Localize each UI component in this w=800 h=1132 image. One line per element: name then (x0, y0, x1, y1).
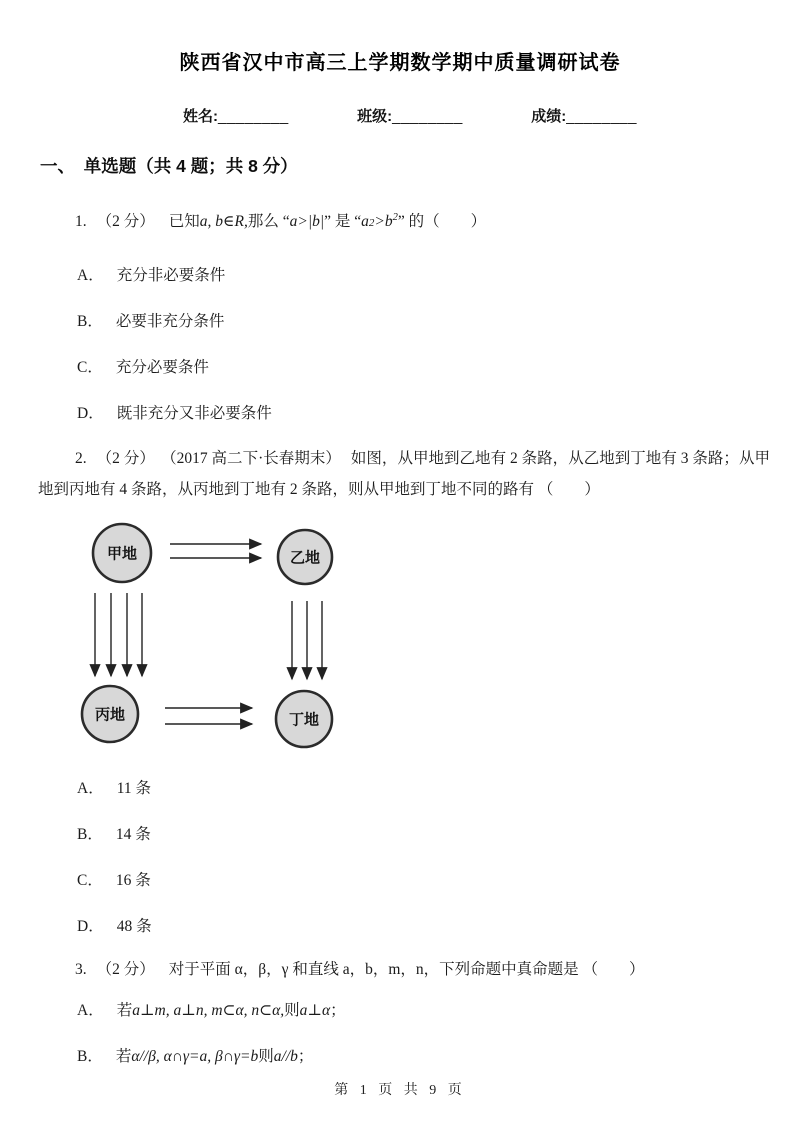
math-expression: a⊥α (299, 1002, 331, 1019)
question-3-body: 对于平面 α，β，γ 和直线 a，b，m，n，下列命题中真命题是 （ ） (168, 961, 645, 978)
question-1-option-a (77, 266, 800, 285)
math-expression: a⊥m, a⊥n, m⊂α, n⊂α, (132, 1002, 285, 1019)
edge-jia-to-yi-arrows (170, 544, 261, 558)
option-text: 48 条 (116, 918, 152, 935)
option-letter: A． (77, 267, 104, 284)
node-bing-label: 丙地 (94, 706, 126, 724)
node-yi-label: 乙地 (289, 549, 321, 567)
question-3-score: （2 分） (96, 961, 155, 978)
question-1-option-b (77, 312, 800, 331)
option-letter: B． (77, 313, 103, 330)
class-blank-line: ________ (392, 108, 463, 125)
option-letter: D． (77, 405, 104, 422)
question-3-text (38, 954, 770, 985)
class-field (357, 105, 463, 126)
route-diagram-svg (62, 521, 392, 749)
option-text-part: 则 (258, 1048, 274, 1065)
math-expression: a, b∈R, (199, 213, 248, 230)
edge-bing-to-ding-arrows (165, 708, 252, 724)
node-jia-label: 甲地 (106, 545, 138, 563)
option-text: 充分必要条件 (115, 359, 209, 376)
edge-jia-to-bing-arrows (95, 593, 142, 676)
route-diagram (62, 521, 392, 749)
option-text-part: 则 (284, 1002, 300, 1019)
node-ding-label: 丁地 (288, 711, 320, 729)
name-field (183, 105, 289, 126)
name-blank-line: ________ (218, 108, 289, 125)
question-3-option-b (77, 1047, 800, 1066)
math-expression: a (361, 213, 369, 230)
question-3-option-a (77, 1001, 800, 1020)
option-text-part: ； (330, 1002, 346, 1019)
math-expression: >b (374, 213, 393, 230)
math-expression: α//β, α∩γ=a, β∩γ=b (131, 1048, 259, 1065)
question-2-option-d (77, 917, 800, 936)
option-letter: D． (77, 918, 104, 935)
option-text: 必要非充分条件 (115, 313, 225, 330)
name-label: 姓名: (183, 108, 218, 125)
section-heading: 一、 单选题（共 4 题；共 8 分） (40, 156, 298, 176)
node-ding (276, 691, 332, 747)
option-text: 11 条 (116, 780, 152, 797)
question-1-score: （2 分） (96, 213, 155, 230)
question-1-option-d (77, 404, 800, 423)
question-1-part: ” 是 “ (324, 213, 362, 230)
option-text: 既非充分又非必要条件 (116, 405, 272, 422)
node-jia (93, 524, 151, 582)
math-superscript: 2 (392, 212, 398, 223)
page-title: 陕西省汉中市高三上学期数学期中质量调研试卷 (179, 52, 621, 74)
option-text: 充分非必要条件 (116, 267, 226, 284)
question-1-part: ” 的（ ） (397, 213, 487, 230)
math-expression: a//b (273, 1048, 298, 1065)
student-info-row (183, 105, 637, 126)
option-text-part: 若 (115, 1048, 132, 1065)
question-3-number: 3. (75, 961, 87, 978)
class-label: 班级: (357, 108, 393, 125)
question-2-text (38, 443, 770, 505)
question-1-option-c (77, 358, 800, 377)
question-2-number: 2. (75, 450, 87, 467)
question-2-option-b (77, 825, 800, 844)
math-expression: a>|b| (289, 213, 325, 230)
option-text: 16 条 (115, 872, 151, 889)
option-letter: A． (77, 780, 104, 797)
option-letter: C． (77, 359, 103, 376)
question-1-text (38, 202, 770, 239)
option-letter: B． (77, 826, 103, 843)
score-blank-line: ________ (566, 108, 637, 125)
score-field (531, 105, 637, 126)
question-1-part: 那么 “ (247, 213, 290, 230)
question-2-option-c (77, 871, 800, 890)
question-2-body: 如图，从甲地到乙地有 2 条路，从乙地到丁地有 3 条路；从甲地到丙地有 4 条路，从丙地到丁地有 2 条路，则从甲地到丁地不同的路有 （ ） (38, 450, 770, 498)
page-footer: 第 1 页 共 9 页 (334, 1083, 466, 1098)
option-text: 14 条 (115, 826, 151, 843)
option-letter: A． (77, 1002, 104, 1019)
node-bing (82, 686, 138, 742)
question-1-number: 1. (75, 213, 87, 230)
option-text-part: ； (297, 1048, 314, 1065)
option-letter: C． (77, 872, 103, 889)
score-label: 成绩: (531, 108, 567, 125)
question-2-option-a (77, 779, 800, 798)
question-2-source: （2017 高二下·长春期末） (168, 450, 341, 467)
question-2-score: （2 分） (96, 450, 155, 467)
math-superscript: 2 (368, 217, 375, 229)
question-1-part: 已知 (168, 213, 200, 230)
edge-yi-to-ding-arrows (292, 601, 322, 679)
option-letter: B． (77, 1048, 103, 1065)
option-text-part: 若 (116, 1002, 133, 1019)
node-yi (278, 530, 332, 584)
